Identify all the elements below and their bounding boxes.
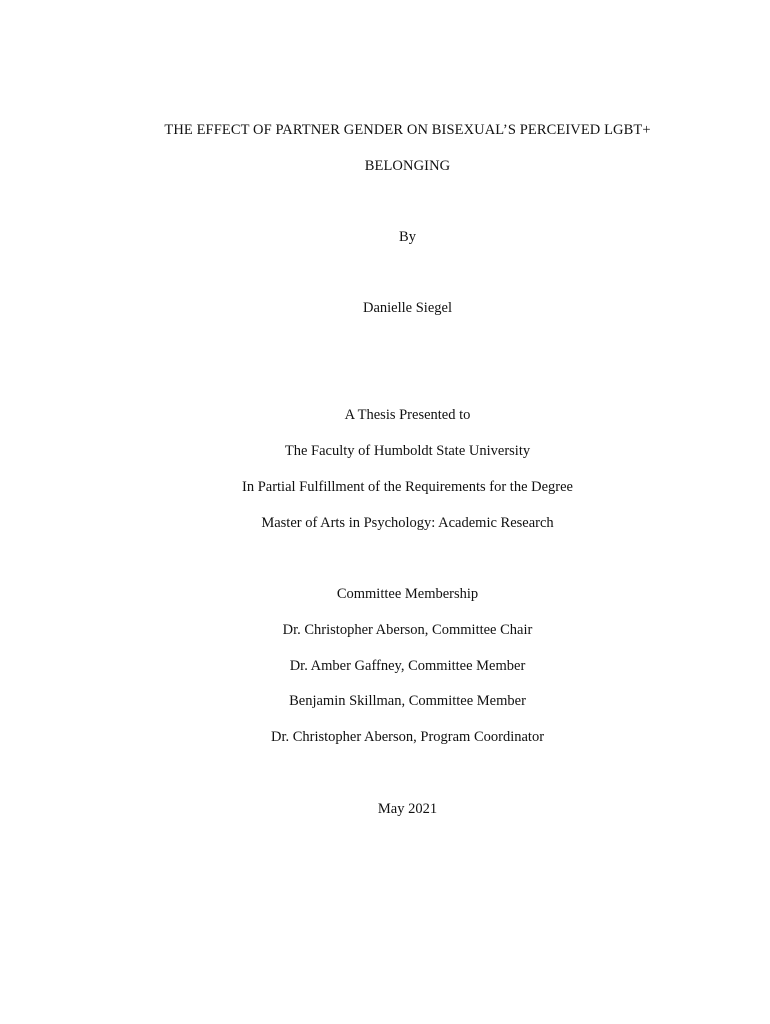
committee-member: Dr. Christopher Aberson, Program Coordinator bbox=[270, 729, 545, 745]
thesis-presented-to: A Thesis Presented to bbox=[344, 407, 471, 423]
author-name: Danielle Siegel bbox=[363, 300, 452, 316]
fulfillment-statement: In Partial Fulfillment of the Requirements for the Degree bbox=[242, 479, 573, 495]
thesis-title-line-1: THE EFFECT OF PARTNER GENDER ON BISEXUAL’S PERCEIVED LGBT+ bbox=[164, 122, 651, 138]
submission-date: May 2021 bbox=[377, 801, 438, 817]
committee-member: Dr. Amber Gaffney, Committee Member bbox=[289, 658, 526, 674]
degree-name: Master of Arts in Psychology: Academic Research bbox=[261, 515, 554, 531]
committee-member: Benjamin Skillman, Committee Member bbox=[289, 693, 526, 709]
faculty-name: The Faculty of Humboldt State University bbox=[284, 443, 531, 459]
committee-member: Dr. Christopher Aberson, Committee Chair bbox=[282, 622, 533, 638]
by-label: By bbox=[399, 229, 416, 245]
committee-heading: Committee Membership bbox=[336, 586, 479, 602]
thesis-title-line-2: BELONGING bbox=[364, 158, 451, 174]
